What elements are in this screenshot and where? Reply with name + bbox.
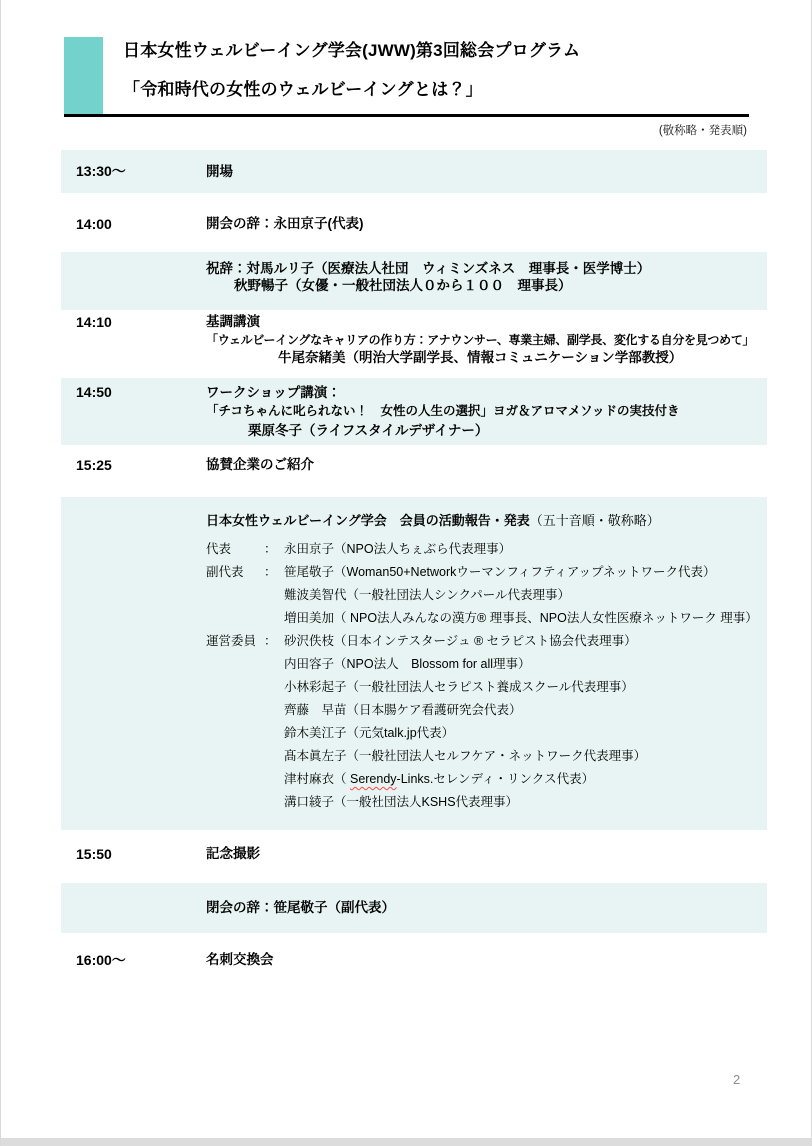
member-row	[206, 653, 767, 676]
members-heading-note: （五十音順・敬称略）	[529, 513, 660, 528]
event-title: ワークショップ講演：	[206, 385, 341, 400]
header-rule	[64, 114, 749, 117]
member-row	[206, 607, 767, 630]
schedule-row-photo	[61, 843, 767, 865]
page-bottom-edge	[1, 1138, 812, 1146]
member-row	[206, 699, 767, 722]
event-title: 基調講演	[206, 314, 260, 329]
member-row	[206, 676, 767, 699]
members-heading-title: 日本女性ウェルビーイング学会 会員の活動報告・発表	[206, 513, 530, 528]
member-role: 代表	[206, 542, 232, 556]
member-name: 難波美智代（一般社団法人シンクパール代表理事）	[284, 588, 570, 602]
schedule-row-doors-open	[61, 150, 767, 193]
program-title-line2: 「令和時代の女性のウェルビーイングとは？」	[123, 80, 483, 99]
schedule-row-sponsors	[61, 452, 767, 478]
time-label: 15:25	[76, 457, 112, 473]
speaker-line: 栗原冬子（ライフスタイルデザイナー）	[248, 423, 489, 438]
time-label: 14:10	[76, 314, 112, 330]
time-label: 16:00～	[76, 952, 126, 968]
event-title: 閉会の辞：笹尾敬子（副代表）	[206, 900, 395, 915]
schedule-row-workshop	[61, 378, 767, 445]
member-name: 砂沢佚枝（日本インテスタージュ ® セラピスト協会代表理事）	[284, 634, 637, 648]
member-role: 運営委員	[206, 634, 257, 648]
event-line: 祝辞：対馬ルリ子（医療法人社団 ウィミンズネス 理事長・医学博士）	[206, 261, 651, 276]
member-name: 津村麻衣（ Serendy-Links.セレンディ・リンクス代表）	[284, 772, 595, 786]
spellcheck-underlined-word: Serendy	[349, 772, 397, 786]
event-title: 開場	[206, 164, 233, 179]
schedule-row-opening-remarks	[61, 207, 767, 241]
event-subtitle: 「チコちゃんに叱られない！ 女性の人生の選択」ヨガ＆アロマメソッドの実技付き	[206, 404, 680, 418]
honorifics-note: (敬称略・発表順)	[658, 125, 747, 137]
program-title-block	[123, 31, 580, 109]
member-row	[206, 791, 767, 814]
member-row: 運営委員 ： 砂沢佚枝（日本インテスタージュ ® セラピスト協会代表理事）	[206, 630, 767, 653]
member-name: 小林彩起子（一般社団法人セラピスト養成スクール代表理事）	[284, 680, 634, 694]
member-name: 齊藤 早苗（日本腸ケア看護研究会代表）	[284, 703, 522, 717]
member-name: 増田美加（ NPO法人みんなの漢方® 理事長、NPO法人女性医療ネットワーク 理事）	[284, 611, 758, 625]
schedule-row-networking	[61, 949, 767, 971]
event-title: 開会の辞：永田京子(代表)	[206, 216, 364, 231]
event-title: 協賛企業のご紹介	[206, 457, 314, 472]
member-name: 内田容子（NPO法人 Blossom for all理事）	[284, 657, 531, 671]
member-row	[206, 584, 767, 607]
member-name: 笹尾敬子（Woman50+Networkウーマンフィフティアップネットワーク代表）	[284, 565, 716, 579]
member-name: 永田京子（NPO法人ちぇぶら代表理事）	[284, 542, 512, 556]
event-subtitle: 「ウェルビーイングなキャリアの作り方：アナウンサー、専業主婦、副学長、変化する自分を見つめて」	[206, 333, 755, 347]
program-title-line1: 日本女性ウェルビーイング学会(JWW)第3回総会プログラム	[123, 41, 581, 60]
event-title: 名刺交換会	[206, 952, 274, 967]
member-name: 髙本眞左子（一般社団法人セルフケア・ネットワーク代表理事）	[284, 749, 647, 763]
event-title: 記念撮影	[206, 846, 260, 861]
member-row: 代表 ： 永田京子（NPO法人ちぇぶら代表理事）	[206, 538, 767, 561]
member-row: 副代表 ： 笹尾敬子（Woman50+Networkウーマンフィフティアップネットワーク代表）	[206, 561, 767, 584]
time-label: 14:50	[76, 384, 112, 400]
member-name: 鈴木美江子（元気talk.jp代表）	[284, 726, 455, 740]
schedule-row-congratulatory-address	[61, 252, 767, 310]
members-heading	[206, 512, 767, 530]
speaker-line: 牛尾奈緒美（明治大学副学長、情報コミュニケーション学部教授）	[278, 350, 683, 365]
time-label: 15:50	[76, 846, 112, 862]
members-report-block	[61, 497, 767, 830]
member-role: 副代表	[206, 565, 244, 579]
event-line: 秋野暢子（女優・一般社団法人０から１００ 理事長）	[234, 278, 572, 293]
schedule-row-keynote	[61, 311, 767, 369]
time-label: 14:00	[76, 216, 112, 232]
member-row	[206, 768, 767, 791]
member-row	[206, 745, 767, 768]
member-row	[206, 722, 767, 745]
schedule-row-closing-remarks	[61, 883, 767, 933]
header-accent-rect	[64, 37, 103, 114]
time-label: 13:30～	[76, 163, 126, 179]
member-name: 溝口綾子（一般社団法人KSHS代表理事）	[284, 795, 519, 809]
page-number: 2	[733, 1072, 741, 1087]
